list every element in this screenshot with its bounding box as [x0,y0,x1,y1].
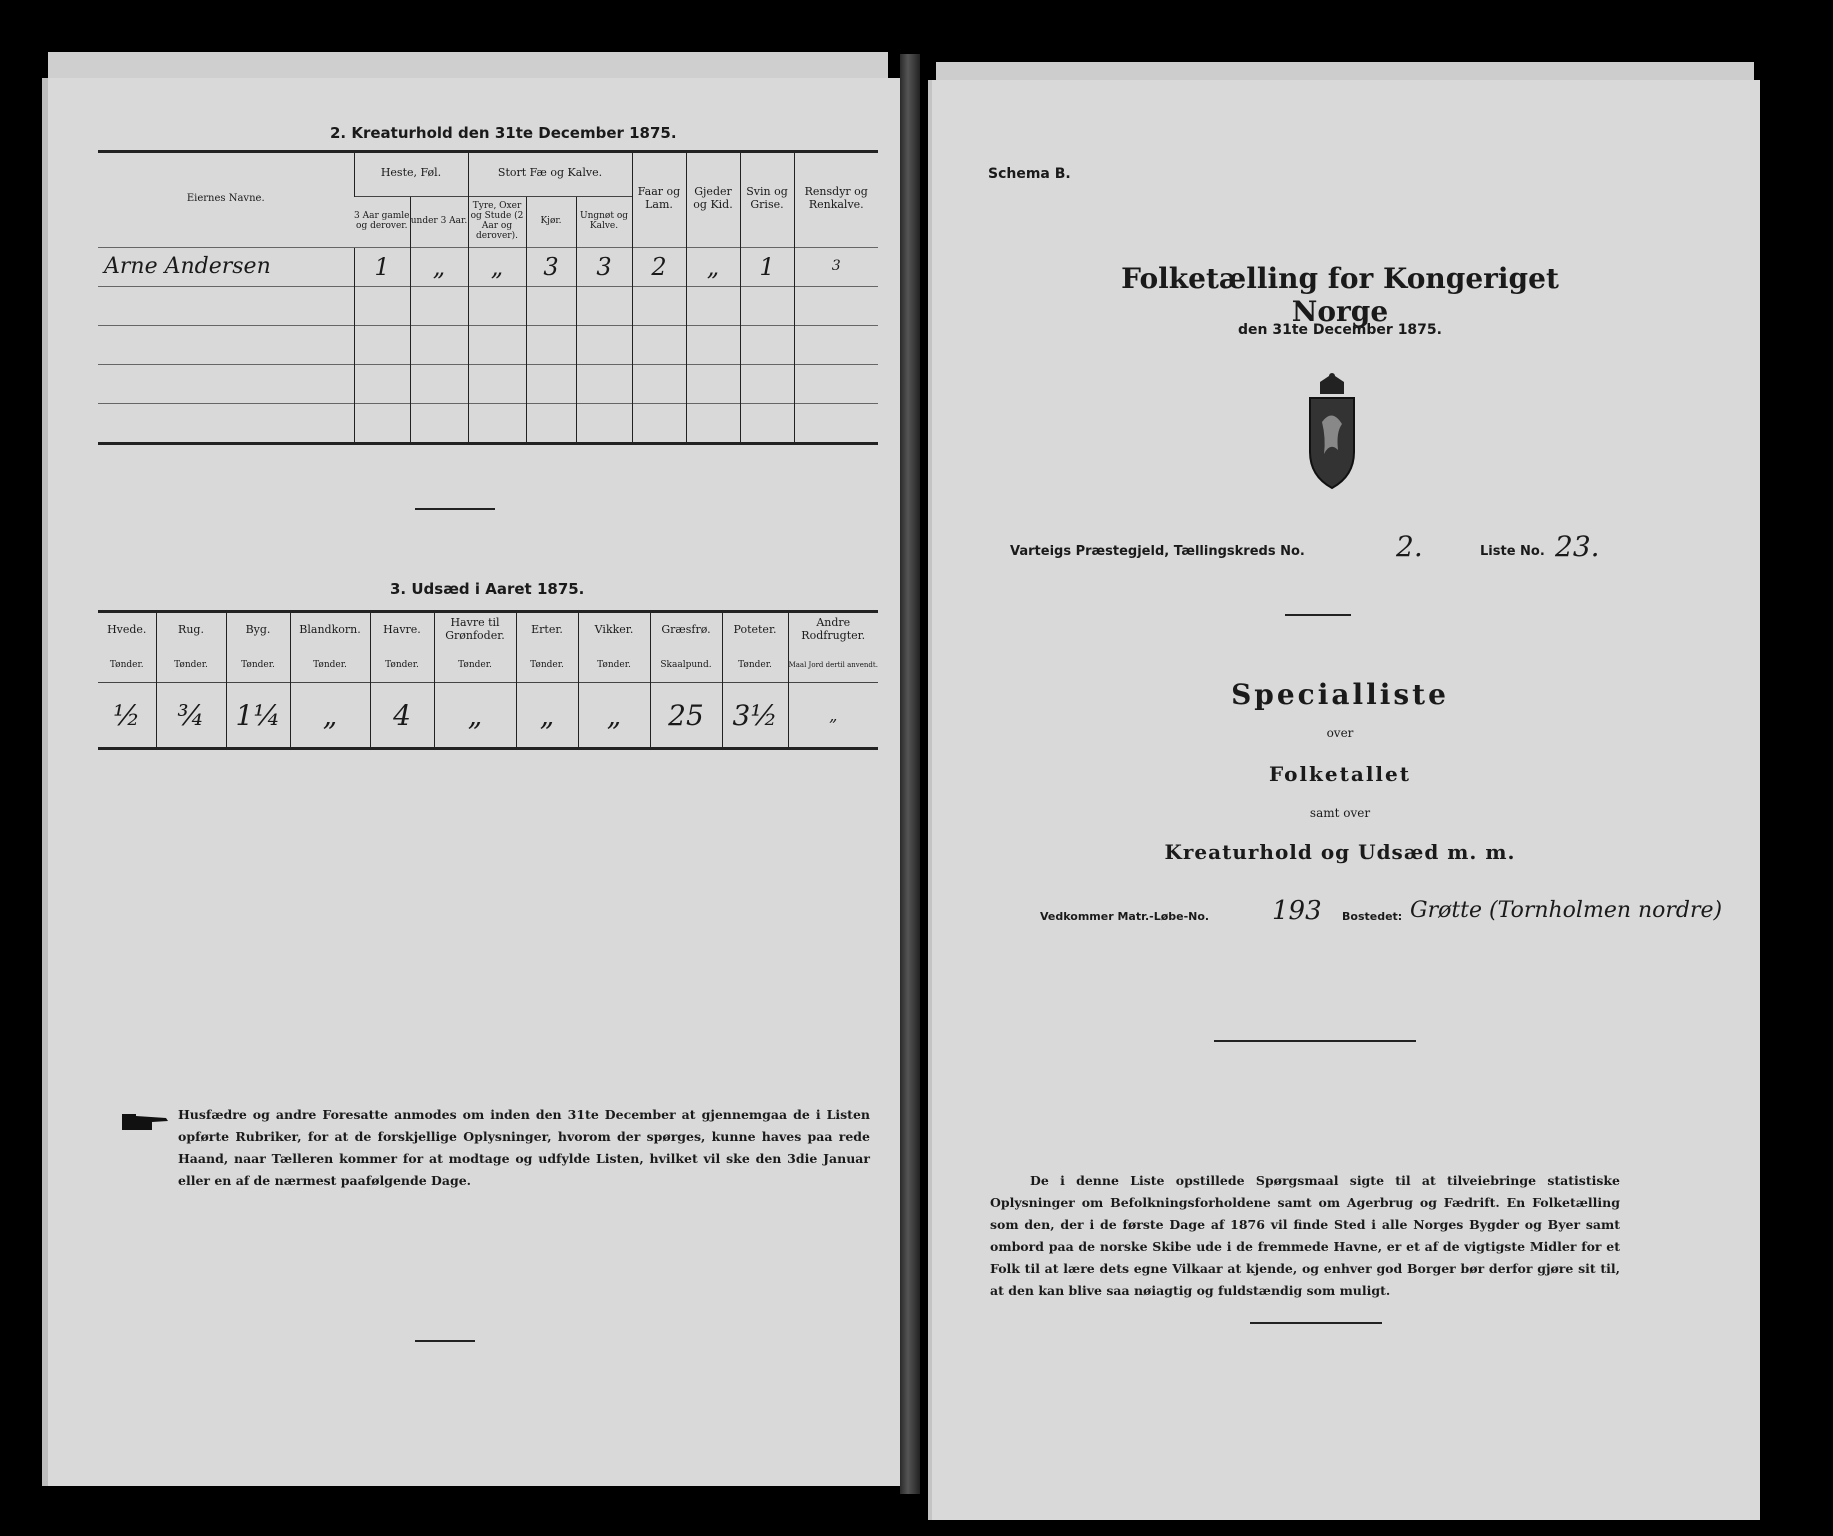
livestock-section-title: 2. Kreaturhold den 31te December 1875. [330,124,677,142]
main-title: Folketælling for Kongeriget Norge [1121,262,1559,328]
seed-value-cell: „ [788,683,878,749]
header-horses-old: 3 Aar gamle og derover. [354,197,410,248]
notice-text: Husfædre og andre Foresatte anmodes om inden den 31te December at gjennemgaa de i Listen opførte Rubriker, for at de forskjellige Oplysninger, hvorom der spørges, kunne haves paa rede Haand, naar Tælleren kommer for at modtage og udfylde Listen, hvilket vil ske den 3die Januar eller en af de nærmest paafølgende Dage. [178,1107,870,1188]
matr-label: Vedkommer Matr.-Løbe-No. [1040,910,1210,923]
seed-unit: Tønder. [578,648,650,683]
bosted-label: Bostedet: [1342,910,1403,923]
seed-unit: Skaalpund. [650,648,722,683]
book-gutter [900,54,920,1494]
seed-header-wheat: Hvede. [107,622,147,636]
samt-over-label: samt over [1309,806,1371,820]
seed-unit: Tønder. [290,648,370,683]
list-label: Liste No. [1480,544,1545,559]
table-row [98,326,878,365]
header-bulls-oxen: Tyre, Oxer og Stude (2 Aar og derover). [468,197,526,248]
seed-header-oats: Havre. [370,610,434,648]
over-label: over [1326,726,1354,740]
header-sheep: Faar og Lam. [632,150,686,248]
district-number: 2. [1396,530,1423,563]
seed-value-cell: „ [578,683,650,749]
folketallet-title: Folketallet [1269,762,1411,786]
seed-header-mixed-grain: Blandkorn. [290,610,370,648]
coat-of-arms-icon [1296,372,1368,492]
livestock-cell: „ [468,248,526,287]
seed-unit: Tønder. [722,648,788,683]
list-number: 23. [1555,530,1600,563]
seed-value-cell: ½ [98,683,156,749]
table-row [98,287,878,326]
bosted-value: Grøtte (Tornholmen nordre) [1410,898,1723,923]
parish-label: Varteigs Præstegjeld, Tællingskreds No. [1010,544,1305,559]
header-pigs: Svin og Grise. [740,150,794,248]
seed-value-cell: „ [516,683,578,749]
seed-value-cell: „ [290,683,370,749]
separator-rule [1285,614,1351,616]
livestock-cell: 3 [576,248,632,287]
livestock-table [98,150,878,445]
seed-unit: Tønder. [370,648,434,683]
seed-header-root-crops: Andre Rodfrugter. [788,610,878,648]
seed-unit: Tønder. [434,648,516,683]
header-horses-young: under 3 Aar. [410,197,468,248]
separator-rule-bottom [1250,1322,1382,1324]
seed-unit: Tønder. [156,648,226,683]
seed-value-cell: 25 [650,683,722,749]
kreaturhold-title: Kreaturhold og Udsæd m. m. [1164,840,1516,864]
pointing-hand-icon [122,1110,170,1134]
livestock-cell: 3 [794,248,878,287]
livestock-cell: „ [686,248,740,287]
seed-value-cell: 4 [370,683,434,749]
date-line: den 31te December 1875. [1238,322,1442,338]
explanation-text: De i denne Liste opstillede Spørgsmaal sigte til at tilveiebringe statistiske Oplysninger om Befolkningsforholdene samt om Agerbrug og Fædrift. En Folketælling som den, der i de første Dage af 1876 vil finde Sted i alle Norges Bygder og Byer samt ombord paa de norske Skibe ude i de fremmede Havne, er et af de vigtigste Midler for et Folk til at lære dets egne Vilkaar at kjende, og enhver god Borger bør derfor gjøre sit til, at den kan blive saa nøiagtig og fuldstændig som muligt. [990,1173,1620,1298]
header-cows: Kjør. [526,197,576,248]
seed-unit: Tønder. [109,660,144,670]
seed-header-grass-seed: Græsfrø. [650,610,722,648]
header-goats: Gjeder og Kid. [686,150,740,248]
seed-header-rye: Rug. [156,610,226,648]
livestock-cell: 1 [740,248,794,287]
seed-unit: Tønder. [516,648,578,683]
header-young-cattle: Ungnøt og Kalve. [576,197,632,248]
header-reindeer: Rensdyr og Renkalve. [794,150,878,248]
seed-value-cell: „ [434,683,516,749]
livestock-cell: 1 [354,248,410,287]
livestock-cell: „ [410,248,468,287]
special-title: Specialliste [1231,678,1449,711]
seed-table [98,610,878,750]
livestock-cell: 2 [632,248,686,287]
seed-value-cell: ¾ [156,683,226,749]
table-row [98,248,878,287]
table-row [98,683,878,749]
owner-name-cell: Arne Andersen [98,248,354,287]
seed-header-potatoes: Poteter. [722,610,788,648]
schema-label: Schema B. [988,166,1071,182]
seed-header-peas: Erter. [516,610,578,648]
seed-unit: Maal Jord dertil anvendt. [788,648,878,683]
seed-header-vetch: Vikker. [578,610,650,648]
seed-section-title: 3. Udsæd i Aaret 1875. [390,580,585,598]
header-owner-names: Eiernes Navne. [186,193,265,204]
separator-rule [415,508,495,510]
separator-rule-bottom [415,1340,475,1342]
matr-number: 193 [1272,896,1322,926]
separator-rule-long [1214,1040,1416,1042]
seed-unit: Tønder. [226,648,290,683]
header-horses: Heste, Føl. [354,150,468,197]
seed-value-cell: 1¼ [226,683,290,749]
table-row [98,365,878,404]
livestock-cell: 3 [526,248,576,287]
seed-value-cell: 3½ [722,683,788,749]
seed-header-green-fodder: Havre til Grønfoder. [434,610,516,648]
header-cattle: Stort Fæ og Kalve. [468,150,632,197]
seed-header-barley: Byg. [226,610,290,648]
table-row [98,404,878,444]
